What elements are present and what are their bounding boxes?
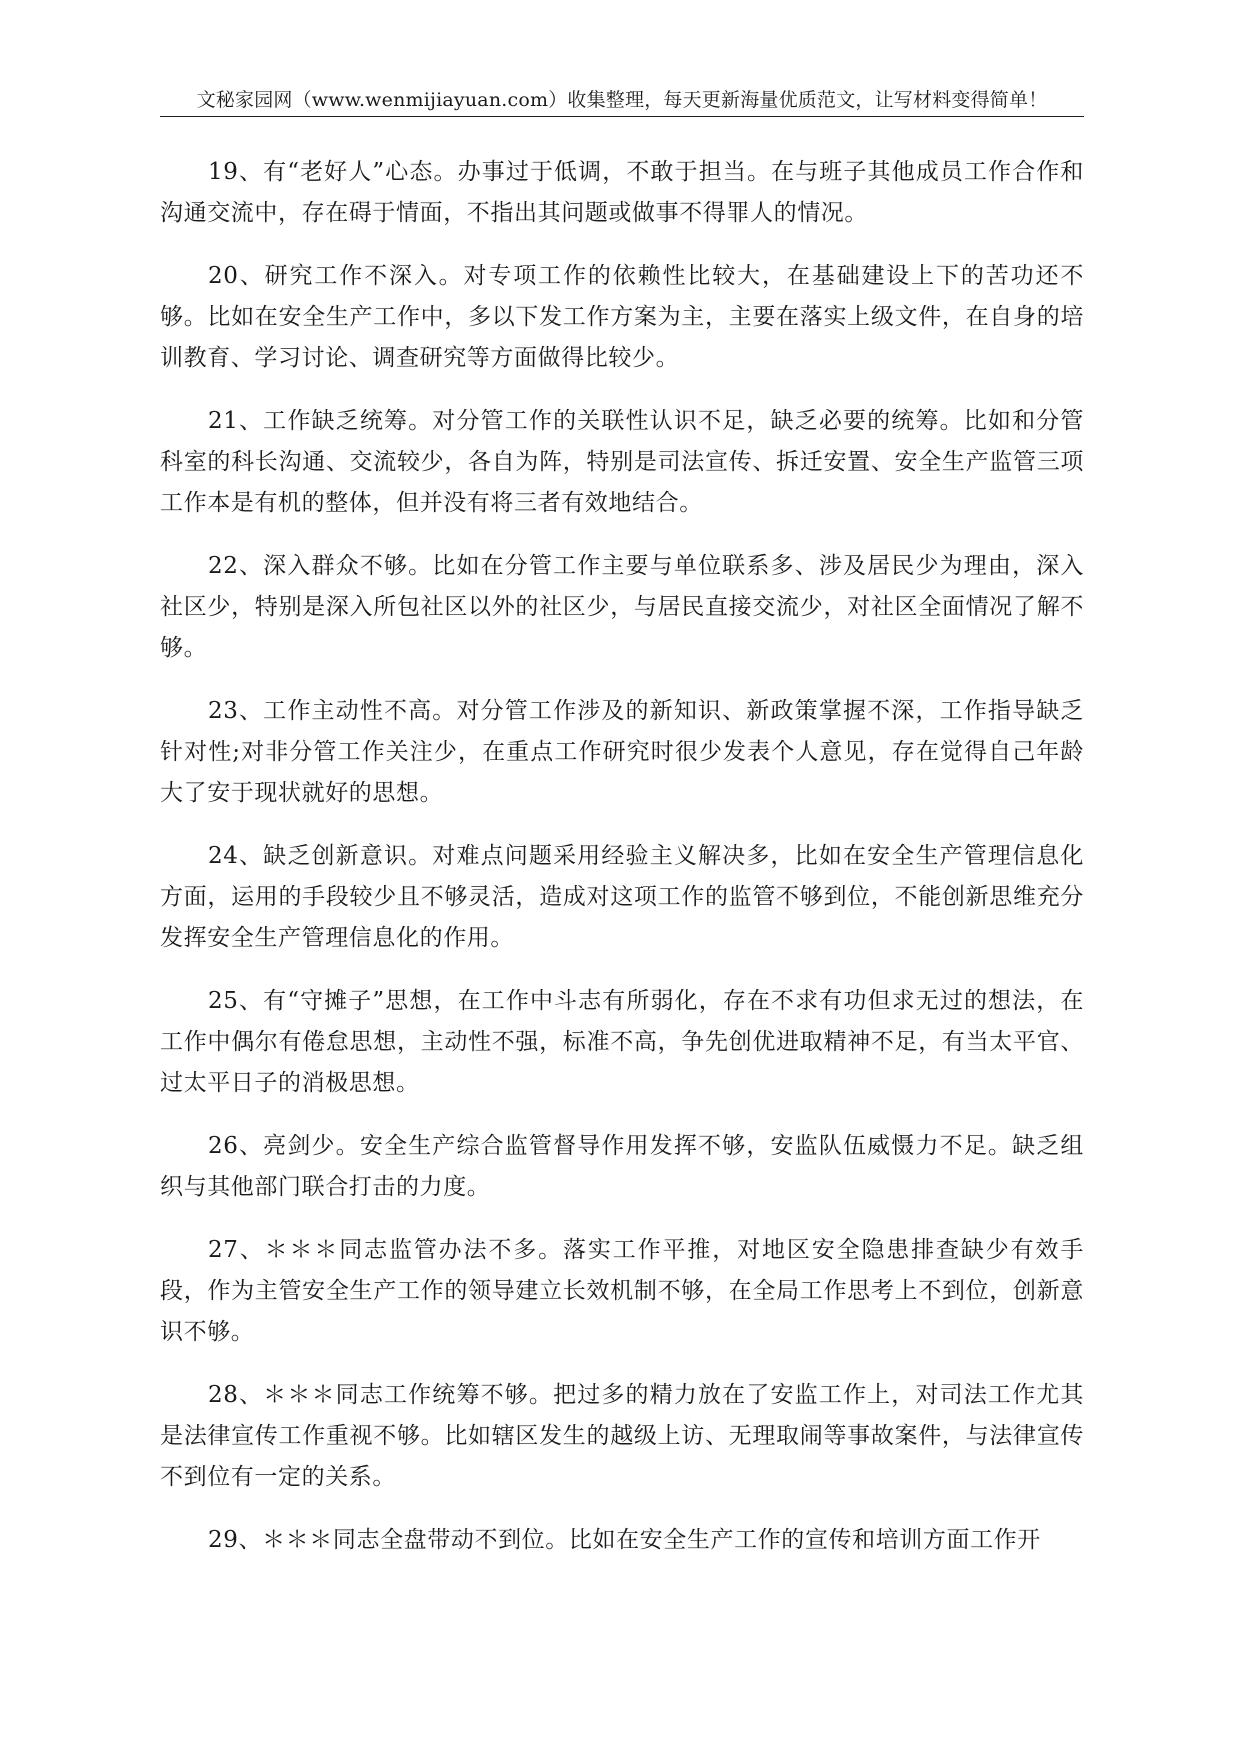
paragraph-27: 27、＊＊＊同志监管办法不多。落实工作平推，对地区安全隐患排查缺少有效手段，作为主管安全生产工作的领导建立长效机制不够，在全局工作思考上不到位，创新意识不够。 (160, 1237, 1084, 1345)
paragraph-28: 28、＊＊＊同志工作统筹不够。把过多的精力放在了安监工作上，对司法工作尤其是法律宣传工作重视不够。比如辖区发生的越级上访、无理取闹等事故案件，与法律宣传不到位有一定的关系。 (160, 1382, 1084, 1490)
paragraph-24: 24、缺乏创新意识。对难点问题采用经验主义解决多，比如在安全生产管理信息化方面，运用的手段较少且不够灵活，造成对这项工作的监管不够到位，不能创新思维充分发挥安全生产管理信息化的作用。 (160, 843, 1084, 951)
paragraph-23: 23、工作主动性不高。对分管工作涉及的新知识、新政策掌握不深，工作指导缺乏针对性;对非分管工作关注少，在重点工作研究时很少发表个人意见，存在觉得自己年龄大了安于现状就好的思想。 (160, 698, 1084, 806)
paragraph-25: 25、有“守摊子”思想，在工作中斗志有所弱化，存在不求有功但求无过的想法，在工作中偶尔有倦怠思想，主动性不强，标准不高，争先创优进取精神不足，有当太平官、过太平日子的消极思想。 (160, 988, 1084, 1096)
paragraph-21: 21、工作缺乏统筹。对分管工作的关联性认识不足，缺乏必要的统筹。比如和分管科室的科长沟通、交流较少，各自为阵，特别是司法宣传、拆迁安置、安全生产监管三项工作本是有机的整体，但并没有将三者有效地结合。 (160, 408, 1084, 516)
paragraph-20: 20、研究工作不深入。对专项工作的依赖性比较大，在基础建设上下的苦功还不够。比如在安全生产工作中，多以下发工作方案为主，主要在落实上级文件，在自身的培训教育、学习讨论、调查研究等方面做得比较少。 (160, 263, 1084, 371)
page-header (160, 86, 1084, 117)
paragraph-22: 22、深入群众不够。比如在分管工作主要与单位联系多、涉及居民少为理由，深入社区少，特别是深入所包社区以外的社区少，与居民直接交流少，对社区全面情况了解不够。 (160, 553, 1084, 661)
paragraph-19: 19、有“老好人”心态。办事过于低调，不敢于担当。在与班子其他成员工作合作和沟通交流中，存在碍于情面，不指出其问题或做事不得罪人的情况。 (160, 159, 1084, 226)
paragraph-26: 26、亮剑少。安全生产综合监管督导作用发挥不够，安监队伍威慑力不足。缺乏组织与其他部门联合打击的力度。 (160, 1133, 1084, 1200)
document-body (160, 152, 1084, 1583)
header-text: 文秘家园网（www.wenmijiayuan.com）收集整理，每天更新海量优质范文，让写材料变得简单！ (196, 89, 1048, 111)
paragraph-29: 29、＊＊＊同志全盘带动不到位。比如在安全生产工作的宣传和培训方面工作开 (208, 1527, 1041, 1553)
